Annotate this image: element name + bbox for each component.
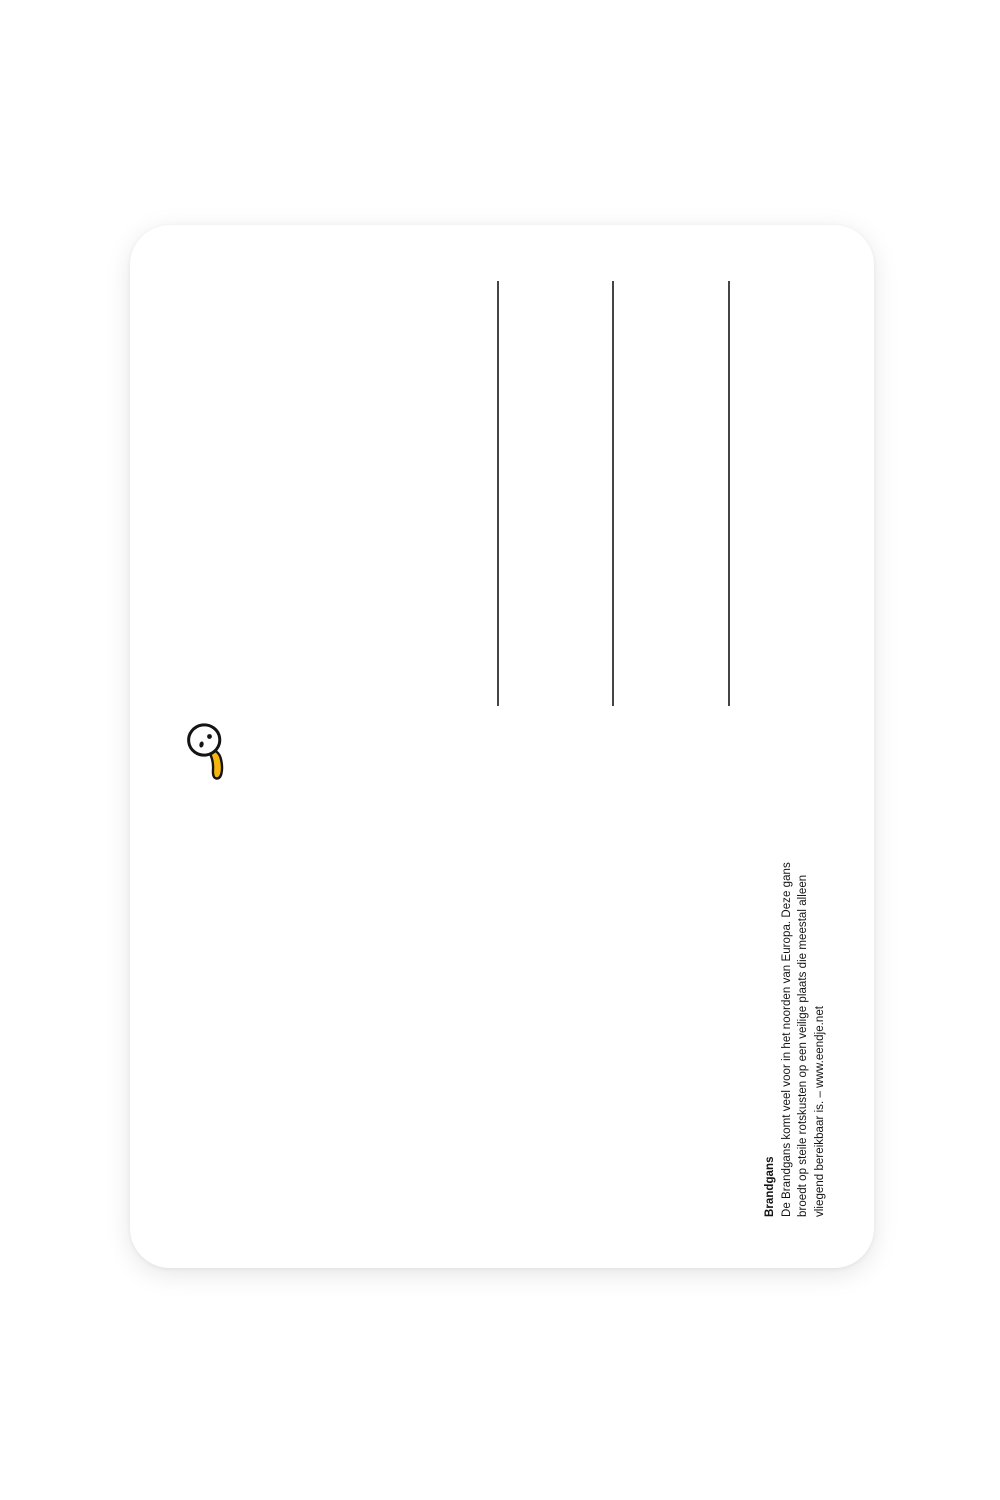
species-description-line: vliegend bereikbaar is. – www.eendje.net xyxy=(813,1005,826,1217)
species-description-line: broedt op steile rotskusten op een veilige plaats die meestal alleen xyxy=(797,874,810,1217)
duck-face-icon xyxy=(185,722,233,784)
address-rule-line-2 xyxy=(612,281,614,706)
postcard-back xyxy=(130,225,874,1268)
species-title: Brandgans xyxy=(764,1156,776,1217)
species-info-text xyxy=(762,817,828,1217)
address-rule-line-1 xyxy=(497,281,499,706)
address-rule-line-3 xyxy=(728,281,730,706)
species-description-line: De Brandgans komt veel voor in het noorden van Europa. Deze gans xyxy=(780,862,793,1217)
duck-eye xyxy=(207,734,212,739)
